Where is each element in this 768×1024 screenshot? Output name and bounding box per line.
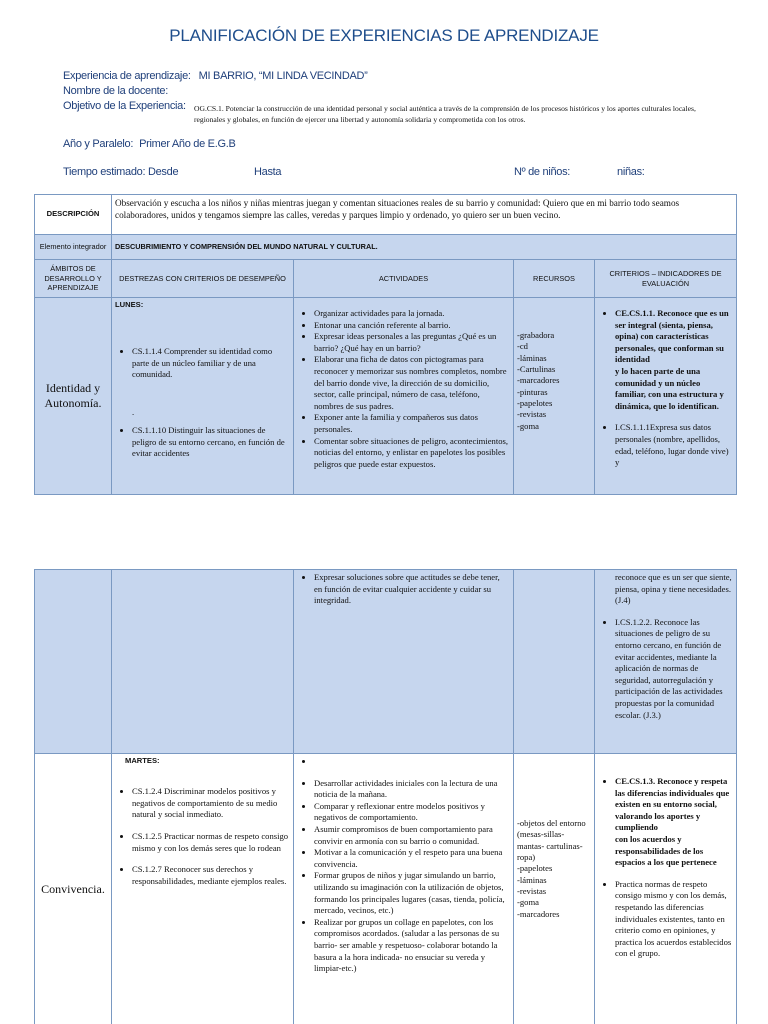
descripcion-label: DESCRIPCIÓN <box>35 195 112 235</box>
elemento-text: DESCUBRIMIENTO Y COMPRENSIÓN DEL MUNDO NATURAL Y CULTURAL. <box>112 235 737 260</box>
recursos-cell <box>514 754 595 1024</box>
actividad-item: • Motivar a la comunicación y el respeto para una buena convivencia. <box>314 847 510 870</box>
actividad-item: • Exponer ante la familia y compañeros sus datos personales. <box>314 412 510 435</box>
descripcion-text: Observación y escucha a los niños y niñas mientras juegan y comentan situaciones reales de su barrio y comunidad: Quiero que en mi barrio todo seamos colaboradores, unidos y tengamos siempre las calles, veredas y parques limpio y ordenado, yo quiero ser un buen vecino. <box>112 195 737 235</box>
destreza-item: • CS.1.2.4 Discriminar modelos positivos y negativos de comportamiento de su medio natural y social inmediato. <box>132 786 290 821</box>
actividad-item: • Asumir compromisos de buen comportamiento para convivir en armonía con su barrio o comunidad. <box>314 824 510 847</box>
criterio-bold: • CE.CS.1.1. Reconoce que es un ser integral (sienta, piensa, opina) con características personales, que conforman su identidad y lo hacen parte de una comunidad y un núcleo familiar, con una estructura y dinámica, que lo identifican. <box>615 308 733 412</box>
criterios-cell <box>595 754 737 1024</box>
docente-label: Nombre de la docente: <box>63 85 168 97</box>
col-criterios: CRITERIOS – INDICADORES DE EVALUACIÓN <box>595 260 737 298</box>
hasta-label: Hasta <box>254 166 282 178</box>
anio-label: Año y Paralelo: <box>63 138 134 150</box>
criterio-cont: reconoce que es un ser que siente, piensa, opina y tiene necesidades. (J.4) <box>615 572 732 606</box>
planning-table-2 <box>34 569 737 1024</box>
experiencia-label: Experiencia de aprendizaje: <box>63 70 191 82</box>
criterio-bold: • CE.CS.1.3. Reconoce y respeta las diferencias individuales que existen en su entorno social, valorando los aportes y cumpliendo con los acuerdos y responsabilidades de los espacios a los que pertenece <box>615 776 733 869</box>
recursos-list: -objetos del entorno (mesas-sillas- mantas- cartulinas-ropa) -papelotes -láminas -revistas -goma -marcadores <box>517 818 586 919</box>
destreza-item: • CS.1.2.7 Reconocer sus derechos y responsabilidades, mediante ejemplos reales. <box>132 864 290 887</box>
actividad-item: • Entonar una canción referente al barrio. <box>314 320 510 332</box>
col-destrezas: DESTREZAS CON CRITERIOS DE DESEMPEÑO <box>112 260 294 298</box>
page-title: PLANIFICACIÓN DE EXPERIENCIAS DE APRENDIZAJE <box>169 26 599 45</box>
actividad-item: • Comparar y reflexionar entre modelos positivos y negativos de comportamiento. <box>314 801 510 824</box>
ambito-cell-empty <box>35 570 112 754</box>
empty-bullet <box>314 756 510 768</box>
destreza-item: • CS.1.1.10 Distinguir las situaciones de peligro de su entorno cercano, en función de evitar accidentes <box>132 425 290 460</box>
destreza-item: • CS.1.2.5 Practicar normas de respeto consigo mismo y con los demás seres que lo rodean <box>132 831 290 854</box>
elemento-label: Elemento integrador <box>35 235 112 260</box>
recursos-cell <box>514 298 595 495</box>
day-label: MARTES: <box>125 756 160 765</box>
actividad-item: • Expresar ideas personales a las preguntas ¿Qué es un barrio? ¿Qué hay en un barrio? <box>314 331 510 354</box>
col-ambitos: ÁMBITOS DE DESARROLLO Y APRENDIZAJE <box>35 260 112 298</box>
actividad-item: • Elaborar una ficha de datos con pictogramas para reconocer y memorizar sus nombres completos, nombre del barrio donde vive, la dirección de su domicilio, sector, calle principal, número de casa, teléfono, nombres de sus padres. <box>314 354 510 412</box>
recursos-list: -grabadora -cd -láminas -Cartulinas -marcadores -pinturas -papelotes -revistas -goma <box>517 330 560 431</box>
experiencia-value: MI BARRIO, “MI LINDA VECINDAD” <box>198 70 368 82</box>
actividades-cell <box>294 754 514 1024</box>
col-actividades: ACTIVIDADES <box>294 260 514 298</box>
anio-value: Primer Año de E.G.B <box>139 138 236 150</box>
tiempo-label: Tiempo estimado: Desde <box>63 166 179 178</box>
criterio-item: • I.CS.1.1.1Expresa sus datos personales (nombre, apellidos, edad, teléfono, lugar donde vive) y <box>615 422 733 468</box>
objetivo-value: OG.CS.1. Potenciar la construcción de una identidad personal y social auténtica a través de la comprensión de los procesos históricos y los aportes culturales locales, regionales y globales, en función de ejercer una libertad y autonomía solidaria y comprometida con los otros. <box>194 104 696 124</box>
actividades-cell <box>294 298 514 495</box>
destrezas-cell <box>112 298 294 495</box>
objetivo-label: Objetivo de la Experiencia: <box>63 100 186 112</box>
anio-row <box>63 138 236 150</box>
ambito-cell: Convivencia. <box>35 754 112 1024</box>
actividad-item: • Formar grupos de niños y jugar simulando un barrio, utilizando su imaginación con la utilización de objetos, formando los principales lugares (casas, tienda, policía, mercado, vecinos, etc.) <box>314 870 510 916</box>
experiencia-row <box>63 70 368 82</box>
criterios-cell <box>595 298 737 495</box>
ambito-cell: Identidad y Autonomía. <box>35 298 112 495</box>
actividad-item: • Comentar sobre situaciones de peligro, acontecimientos, noticias del entorno, y enlistar en papelotes los posibles peligros que puede estar expuestos. <box>314 436 510 471</box>
dot-text: . <box>132 407 135 418</box>
actividades-cell <box>294 570 514 754</box>
ninas-label: niñas: <box>617 166 645 178</box>
destreza-item: • CS.1.1.4 Comprender su identidad como parte de un núcleo familiar y de una comunidad. <box>132 346 290 381</box>
recursos-cell-empty <box>514 570 595 754</box>
col-recursos: RECURSOS <box>514 260 595 298</box>
criterio-item: • I.CS.1.2.2. Reconoce las situaciones de peligro de su entorno cercano, en función de evitar accidentes, mediante la aplicación de normas de seguridad, autorregulación y participación de las actividades propuestas por la comunidad escolar. (J.3.) <box>615 617 733 721</box>
actividad-item: • Expresar soluciones sobre que actitudes se debe tener, en función de evitar cualquier accidente y cuidar su integridad. <box>314 572 510 607</box>
day-label: LUNES: <box>115 300 144 309</box>
actividad-item: • Realizar por grupos un collage en papelotes, con los compromisos acordados. (saludar a las personas de su barrio- ser amable y respetuoso- colaborar botando la basura a la hora indicada- no ensuciar su vereda y limpiar-etc.) <box>314 917 510 975</box>
actividad-item: • Organizar actividades para la jornada. <box>314 308 510 320</box>
destrezas-cell-empty <box>112 570 294 754</box>
planning-table-1 <box>34 194 737 495</box>
actividad-item: • Desarrollar actividades iniciales con la lectura de una noticia de la mañana. <box>314 778 510 801</box>
criterio-item: • Practica normas de respeto consigo mismo y con los demás, respetando las diferencias individuales existentes, tanto en criterio como en opiniones, y practica los acuerdos establecidos con el grupo. <box>615 879 733 960</box>
criterios-cell <box>595 570 737 754</box>
ninos-label: Nº de niños: <box>514 166 571 178</box>
destrezas-cell <box>112 754 294 1024</box>
